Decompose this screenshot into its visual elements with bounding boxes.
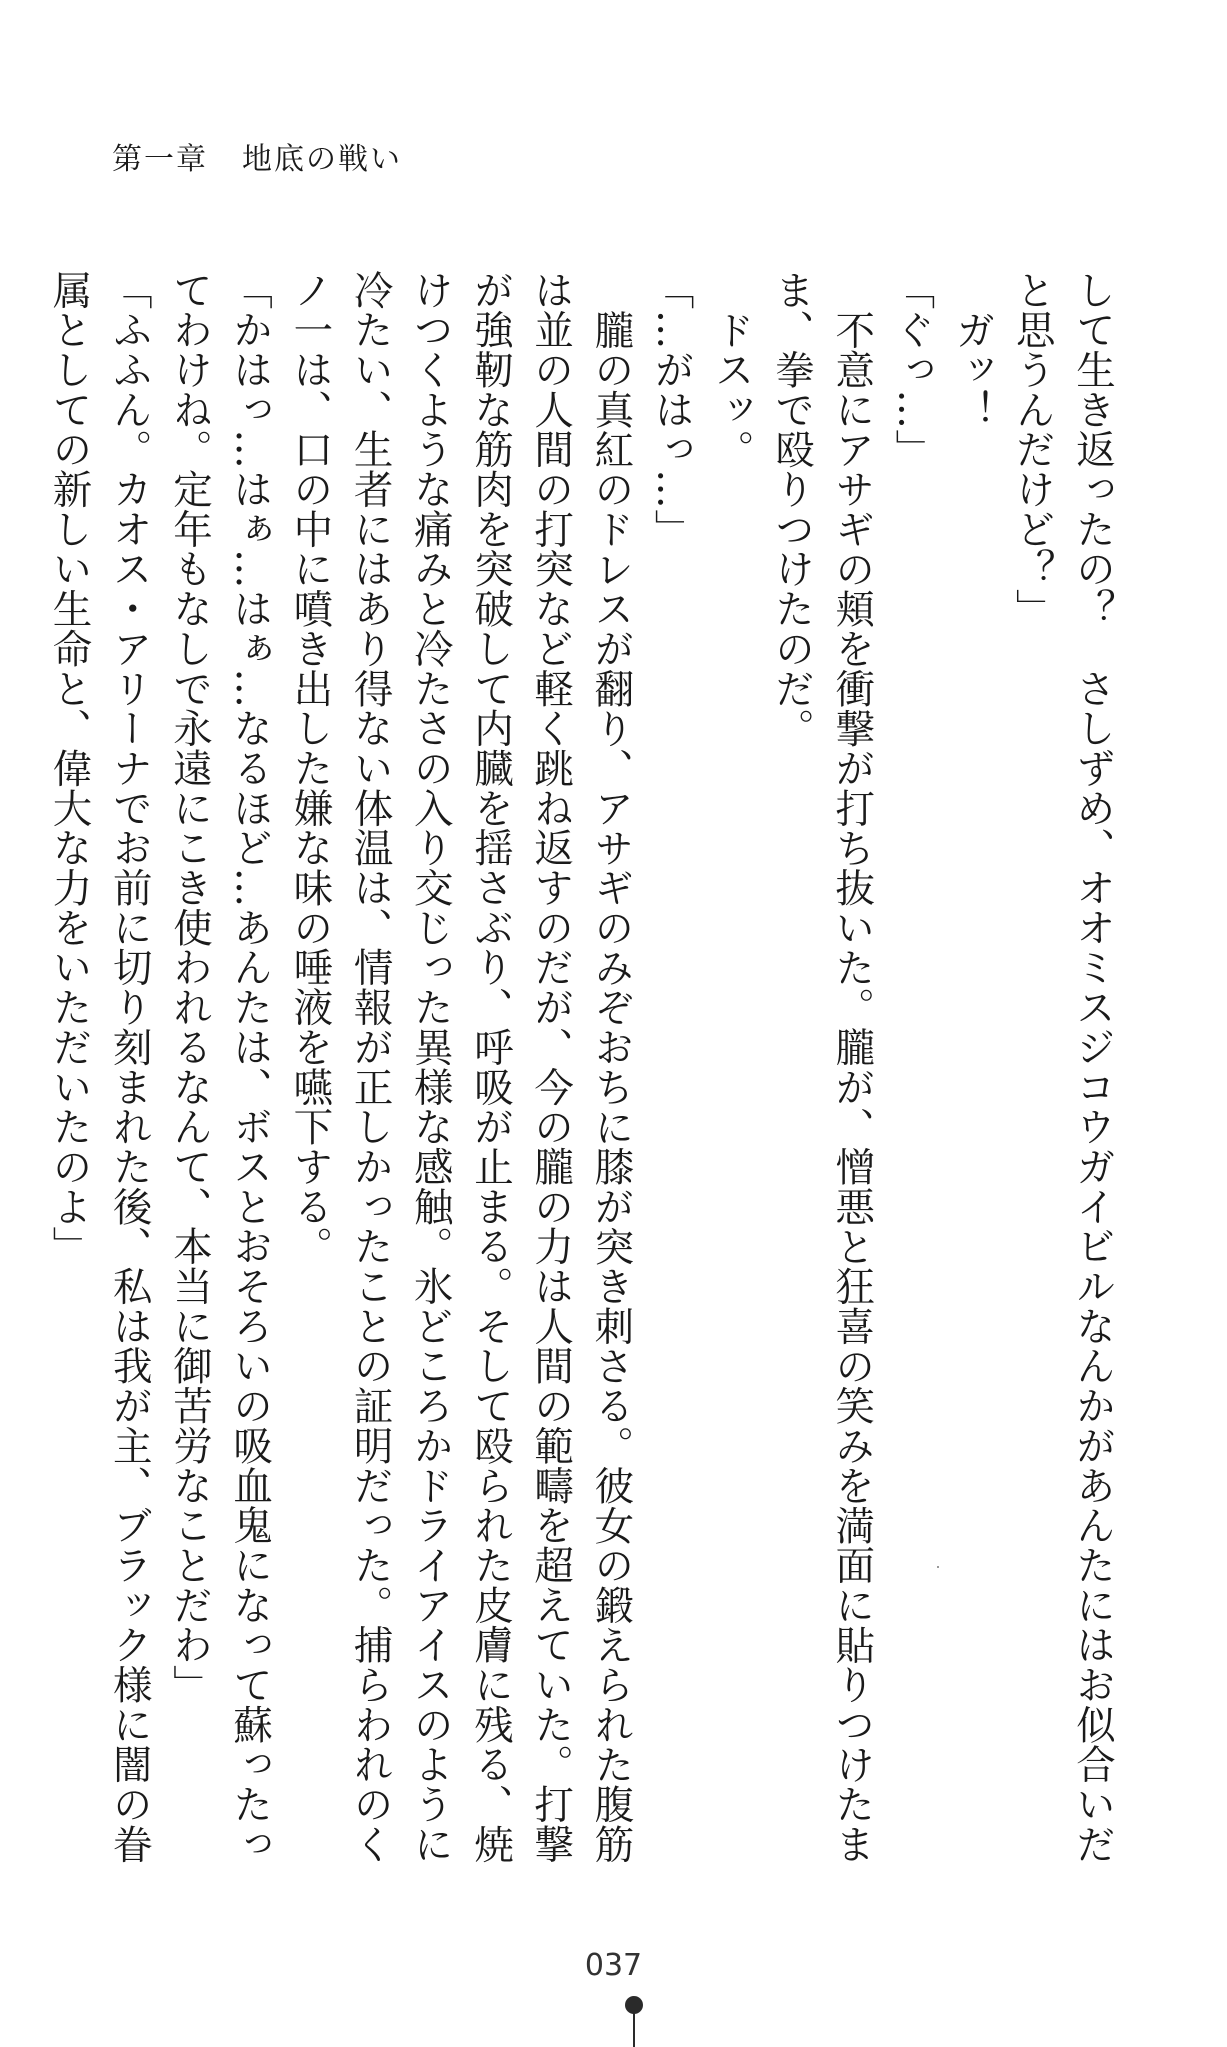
folio-stem <box>633 2010 635 2047</box>
page-number: 037 <box>584 1948 643 1983</box>
text-line: ガッ！ <box>949 309 996 430</box>
text-line: が強靭な筋肉を突破して内臓を揺さぶり、呼吸が止まる。そして殴られた皮膚に残る、焼 <box>467 270 514 1864</box>
text-line: 冷たい、生者にはあり得ない体温は、情報が正しかったことの証明だった。捕らわれのく <box>347 270 394 1864</box>
text-line: と思うんだけど？」 <box>1009 270 1056 629</box>
scan-speck <box>937 1566 939 1568</box>
text-line: 「ふふん。カオス・アリーナでお前に切り刻まれた後、私は我が主、ブラック様に闇の眷 <box>106 270 153 1864</box>
vertical-body-text <box>46 270 1123 1864</box>
text-line: 「…がはっ…」 <box>648 270 695 549</box>
text-line: して生き返ったの？ さしずめ、オオミスジコウガイビルなんかがあんたにはお似合いだ <box>1070 270 1116 1864</box>
text-line: 属としての新しい生命と、偉大な力をいただいたのよ」 <box>46 270 93 1267</box>
text-line: けつくような痛みと冷たさの入り交じった異様な感触。氷どころかドライアイスのように <box>407 270 454 1864</box>
chapter-title: 地底の戦い <box>242 142 402 177</box>
text-line: ノ一は、口の中に噴き出した嫌な味の唾液を嚥下する。 <box>287 270 334 1267</box>
text-line: ドスッ。 <box>708 309 755 469</box>
text-line: 「ぐっ…」 <box>889 270 936 470</box>
chapter-number: 第一章 <box>112 142 208 177</box>
text-line: は並の人間の打突など軽く跳ね返すのだが、今の朧の力は人間の範疇を超えていた。打撃 <box>528 270 575 1864</box>
text-line: 不意にアサギの頬を衝撃が打ち抜いた。朧が、憎悪と狂喜の笑みを満面に貼りつけたま <box>829 309 876 1864</box>
running-header <box>112 134 402 178</box>
text-line: 朧の真紅のドレスが翻り、アサギのみぞおちに膝が突き刺さる。彼女の鍛えられた腹筋 <box>588 309 635 1864</box>
text-line: ま、拳で殴りつけたのだ。 <box>768 270 815 749</box>
text-line: てわけね。定年もなしで永遠にこき使われるなんて、本当に御苦労なことだわ」 <box>166 270 213 1705</box>
text-line: 「かはっ…はぁ…はぁ…なるほど…あんたは、ボスとおそろいの吸血鬼になって蘇ったっ <box>227 270 274 1864</box>
